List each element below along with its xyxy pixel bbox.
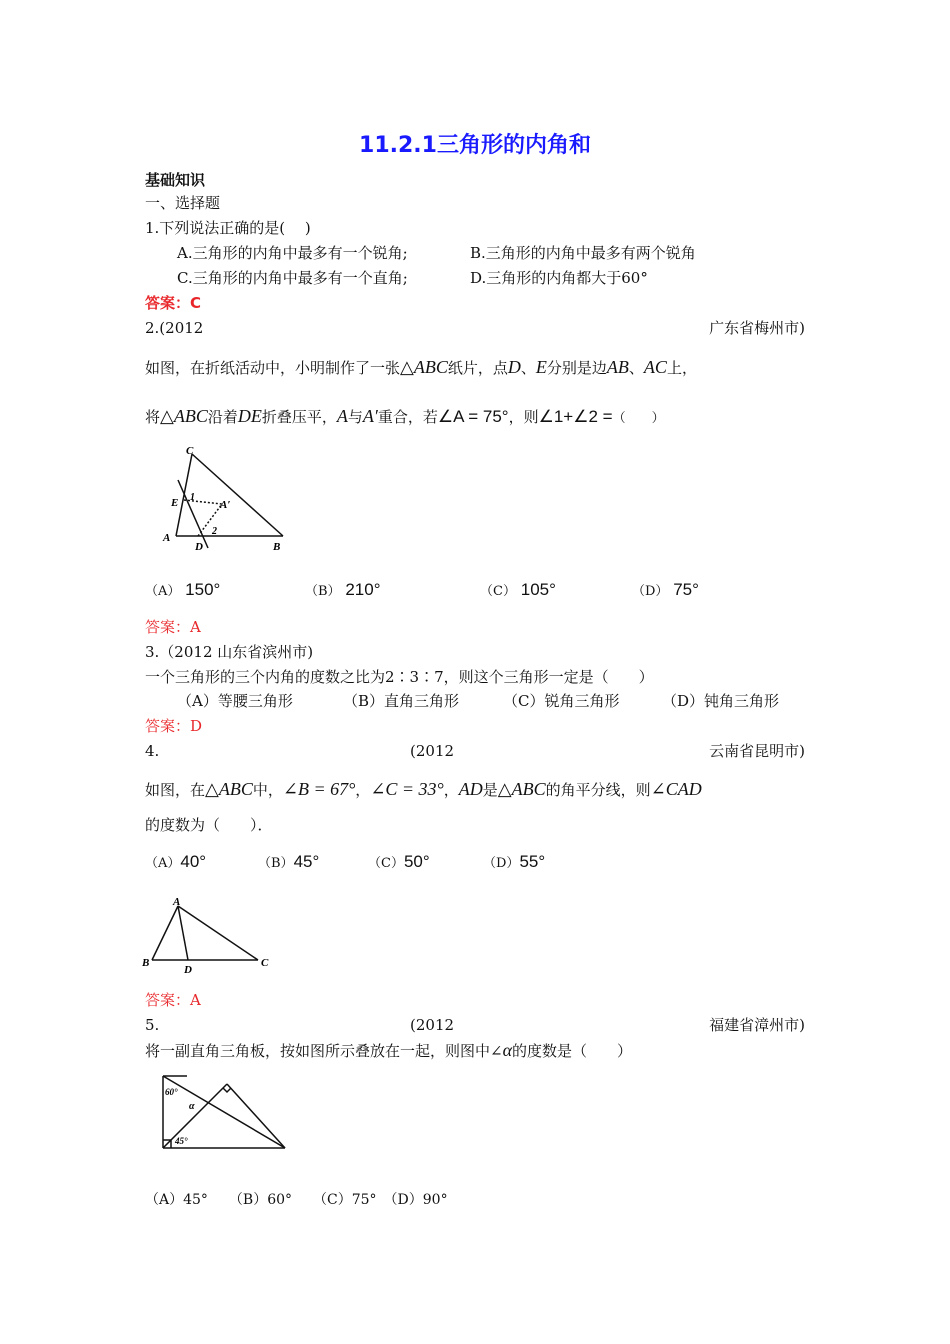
q2-source: 广东省梅州市) <box>709 319 805 337</box>
q3-answer: 答案：D <box>145 717 203 735</box>
q4-fig-label-c: C <box>261 957 269 969</box>
q4-option-b: （B）45° <box>258 852 320 871</box>
q2-fig-label-aprime: A′ <box>220 499 231 511</box>
q2-fig-label-b: B <box>273 541 281 553</box>
q2-figure <box>160 440 295 555</box>
q2-number: 2.(2012 <box>145 319 204 337</box>
q5-fig-right-angle-mark-top <box>223 1088 231 1092</box>
q4-fig-bisector-ad <box>178 906 188 960</box>
page-title: 11.2.1三角形的内角和 <box>359 133 591 158</box>
q4-fig-label-d: D <box>184 964 192 976</box>
q4-option-c: （C）50° <box>368 852 430 871</box>
q1-answer: 答案：C <box>145 294 202 312</box>
q4-year: (2012 <box>410 742 455 760</box>
q4-fig-edge-ab <box>152 906 178 960</box>
part-heading: 一、选择题 <box>145 194 221 212</box>
q2-condition: ∠A = 75° <box>437 407 509 426</box>
q5-fig-label-60: 60° <box>165 1087 178 1097</box>
q3-option-c: （C）锐角三角形 <box>503 692 620 710</box>
q4-fig-edge-ac <box>178 906 258 960</box>
q5-fig-edge-right <box>227 1084 285 1148</box>
q2-line2: 将△ABC沿着DE折叠压平，A与A′重合，若∠A = 75°，则∠1+∠2 =（ ） <box>145 406 665 426</box>
q2-triangle-abc: △ABC <box>400 357 448 377</box>
q1-option-c: C.三角形的内角中最多有一个直角; <box>177 269 408 287</box>
q5-number: 5. <box>145 1016 160 1034</box>
q2-fig-fold-line <box>178 480 208 548</box>
q4-option-a: （A）40° <box>145 852 207 871</box>
q2-option-b: （B） 210° <box>305 580 381 599</box>
q2-fig-label-1: 1 <box>190 492 195 503</box>
q4-angle-b: ∠B = 67° <box>282 779 356 799</box>
q2-option-c: （C） 105° <box>480 580 556 599</box>
q2-fig-label-e: E <box>171 497 179 509</box>
q1-option-d: D.三角形的内角都大于60° <box>470 269 648 287</box>
q2-fig-label-2: 2 <box>212 526 217 537</box>
q5-options: （A）45° （B）60° （C）75° （D）90° <box>145 1192 448 1208</box>
q4-source: 云南省昆明市) <box>709 742 805 760</box>
q4-answer: 答案：A <box>145 991 201 1009</box>
section-heading: 基础知识 <box>145 171 206 189</box>
q4-line2: 的度数为（ ）． <box>145 816 273 834</box>
q3-option-b: （B）直角三角形 <box>343 692 460 710</box>
q4-angle-c: ∠C = 33° <box>370 779 444 799</box>
q2-question: ∠1+∠2 = <box>538 407 613 426</box>
q5-figure <box>155 1070 295 1155</box>
q4-number: 4. <box>145 742 160 760</box>
q3-option-d: （D）钝角三角形 <box>662 692 780 710</box>
q1-option-b: B.三角形的内角中最多有两个锐角 <box>470 244 696 262</box>
q4-fig-label-a: A <box>173 896 181 908</box>
q2-fig-edge-cb <box>192 454 283 536</box>
q3-option-a: （A）等腰三角形 <box>177 692 293 710</box>
q5-fig-label-45: 45° <box>175 1136 188 1146</box>
q4-line1: 如图，在△ABC中，∠B = 67°，∠C = 33°，AD是△ABC的角平分线，则∠CAD <box>145 779 702 799</box>
q5-source: 福建省漳州市) <box>709 1016 805 1034</box>
q5-fig-label-alpha: α <box>189 1101 195 1112</box>
q5-stem: 将一副直角三角板，按如图所示叠放在一起，则图中∠α的度数是（ ） <box>145 1040 633 1060</box>
q3-number: 3.（2012 山东省滨州市) <box>145 643 314 661</box>
q2-option-d: （D） 75° <box>632 580 699 599</box>
q3-stem: 一个三角形的三个内角的度数之比为2∶3∶7，则这个三角形一定是（ ） <box>145 668 654 686</box>
q2-answer: 答案：A <box>145 618 201 636</box>
q2-fig-label-c: C <box>186 445 194 457</box>
q4-figure <box>140 892 280 977</box>
q2-fig-label-a: A <box>163 532 171 544</box>
q4-option-d: （D）55° <box>483 852 546 871</box>
q5-year: (2012 <box>410 1016 455 1034</box>
q2-line1: 如图，在折纸活动中，小明制作了一张△ABC纸片，点D、E分别是边AB、AC上， <box>145 357 697 377</box>
q1-stem: 1.下列说法正确的是( ) <box>145 219 311 237</box>
q4-fig-label-b: B <box>142 957 150 969</box>
q2-option-a: （A） 150° <box>145 580 221 599</box>
q2-fig-dashed-da <box>198 504 222 536</box>
q2-fig-label-d: D <box>195 541 203 553</box>
q1-option-a: A.三角形的内角中最多有一个锐角; <box>177 244 408 262</box>
